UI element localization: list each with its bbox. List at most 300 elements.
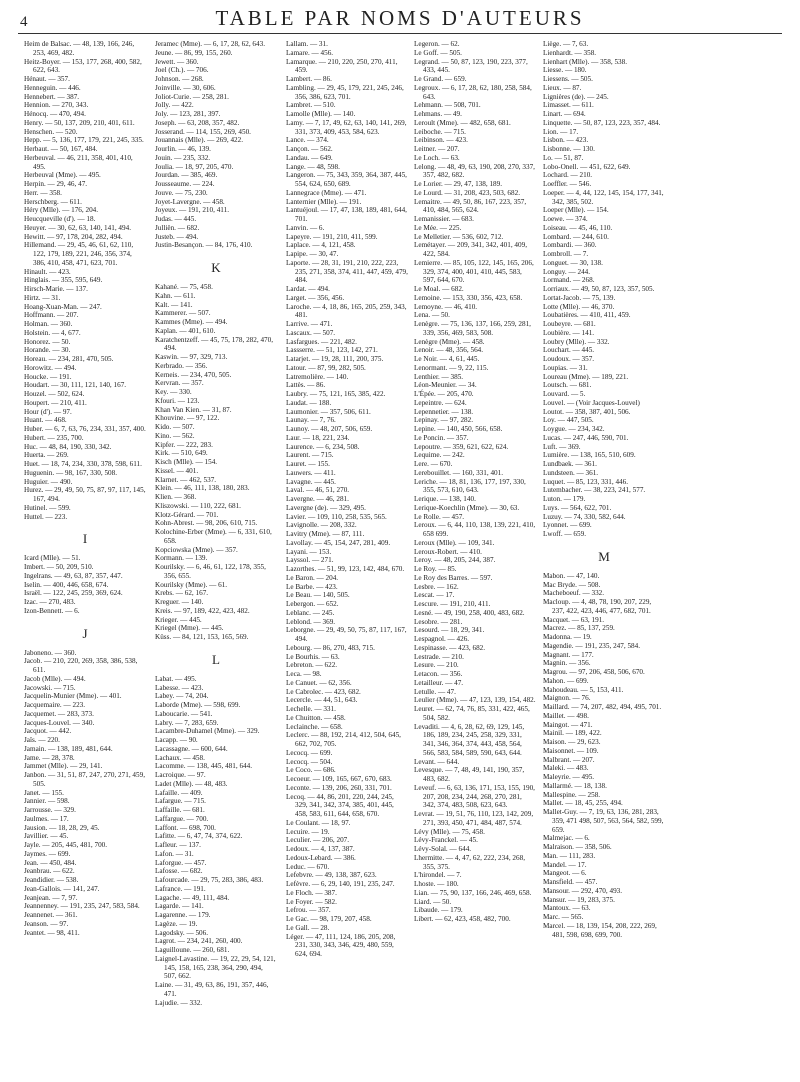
index-entry: Héry (Mlle). — 176, 204.	[24, 206, 99, 215]
index-entry: Hénaut. — 357.	[24, 75, 70, 83]
index-entry: Linart. — 694.	[543, 110, 586, 118]
index-entry: Lemoyne. — 46, 410.	[414, 302, 478, 311]
index-entry: Jeandidier. — 538.	[24, 876, 79, 884]
index-entry: Lesourd. — 18, 29, 341.	[414, 626, 485, 635]
index-entry: Khouvine. — 97, 122.	[155, 414, 220, 423]
index-entry: Leveuf. — 6, 63, 136, 171, 153, 155, 190, 207, 208, 234, 244, 268, 270, 281, 342, 374, 483, 508, 623, 643.	[414, 783, 535, 810]
index-entry: Kahn. — 611.	[155, 291, 196, 300]
index-entry: Leroux. — 6, 44, 110, 138, 139, 221, 410, 658 699.	[414, 521, 536, 538]
index-column-2	[155, 40, 277, 1007]
index-entry: Layani. — 153.	[286, 547, 332, 556]
index-entry: Lançon. — 562.	[286, 145, 333, 153]
index-entry: Labry. — 7, 283, 659.	[155, 718, 219, 727]
index-entry: Kourilsky. — 6, 46, 61, 122, 178, 355, 356, 655.	[155, 563, 266, 580]
index-entry: Kormann. — 139.	[155, 554, 208, 563]
index-entry: Lassserre. — 51, 123, 142, 271.	[286, 346, 378, 355]
index-entry: Lamolle (Mlle). — 140.	[286, 110, 356, 118]
index-entry: Houdart. — 30, 111, 121, 140, 167.	[24, 381, 127, 390]
index-entry: Lévy-Franckel. — 45.	[414, 836, 478, 845]
index-entry: Laudat. — 188.	[286, 398, 332, 407]
index-entry: Kino. — 562.	[155, 431, 195, 440]
index-entry: Lutembacher. — 38, 223, 241, 577.	[543, 486, 646, 495]
index-entry: Leborgne. — 29, 49, 50, 75, 87, 117, 167, 494.	[286, 626, 407, 643]
index-entry: Kliszowski. — 110, 222, 681.	[155, 501, 241, 510]
index-entry: Kohn-Abrest. — 98, 206, 610, 715.	[155, 519, 258, 528]
index-entry: Huant. — 468.	[24, 416, 67, 425]
index-entry: Louvel. — (Voir Jacques-Louvel)	[543, 398, 640, 407]
index-entry: Macquet. — 63, 191.	[543, 615, 605, 624]
index-entry: Le Noir. — 4, 61, 445.	[414, 355, 480, 363]
index-entry: Lamy. — 7, 17, 49, 62, 63, 140, 141, 269, 331, 373, 409, 453, 584, 623.	[286, 118, 407, 136]
index-entry: Le Lorier. — 29, 47, 138, 189.	[414, 180, 503, 188]
index-entry: Le Moal. — 682.	[414, 285, 464, 293]
index-entry: Jeantet. — 98, 411.	[24, 928, 80, 937]
index-entry: Loubatières. — 410, 411, 459.	[543, 311, 631, 320]
index-entry: Leroult (Mme). — 482, 658, 681.	[414, 118, 511, 127]
index-entry: Jannier. — 598.	[24, 797, 70, 806]
index-entry: Key. — 330.	[155, 388, 192, 396]
index-entry: Jamain. — 138, 189, 481, 644.	[24, 744, 113, 753]
index-entry: Mahoudeau. — 5, 153, 411.	[543, 685, 624, 694]
index-entry: Lesobre. — 281.	[414, 617, 463, 626]
index-entry: Ladet (Mlle). — 48, 483.	[155, 779, 228, 788]
index-entry: Jolly. — 422.	[155, 101, 194, 110]
index-entry: Letacon. — 356.	[414, 670, 463, 678]
index-entry: Lecoeur. — 109, 165, 667, 670, 683.	[286, 775, 392, 783]
index-entry: Loubeyre. — 681.	[543, 320, 596, 328]
index-entry: Labat. — 495.	[155, 674, 197, 683]
index-entry: Jeramec (Mme). — 6, 17, 28, 62, 643.	[155, 40, 265, 48]
index-entry: Lafargue. — 715.	[155, 797, 206, 806]
index-entry: Magnin. — 356.	[543, 659, 591, 668]
index-entry: Hurez. — 29, 49, 50, 75, 87, 97, 117, 145, 167, 494.	[24, 486, 146, 503]
index-entry: Liard. — 50.	[414, 897, 452, 906]
index-entry: Lotte (Mlle). — 46, 370.	[543, 302, 615, 311]
index-entry: Madonna. — 19.	[543, 633, 592, 641]
index-entry: Lemaitre. — 49, 50, 86, 167, 223, 357, 410, 484, 565, 624.	[414, 197, 527, 215]
index-entry: Laffaille. — 681.	[155, 806, 205, 814]
index-entry: Lascaux. — 507.	[286, 328, 336, 337]
index-entry: Jammet (Mlle). — 29, 141.	[24, 762, 103, 771]
index-entry: Levant. — 644.	[414, 757, 460, 766]
index-entry: Lapeyre. — 191, 210, 411, 599.	[286, 232, 378, 241]
index-entry: Judas. — 445.	[155, 215, 197, 223]
index-entry: Huerta. — 269.	[24, 451, 69, 460]
index-entry: Lerique. — 138, 140.	[414, 495, 476, 503]
index-entry: Laurence. — 6, 234, 508.	[286, 442, 360, 451]
index-entry: Loiseau. — 45, 46, 110.	[543, 223, 613, 232]
index-entry: Leculier. — 206, 207.	[286, 836, 350, 845]
index-entry: Man. — 111, 283.	[543, 851, 596, 860]
index-entry: Laffargue. — 700.	[155, 814, 209, 823]
index-entry: Le Lourd. — 31, 208, 423, 503, 682.	[414, 188, 521, 197]
index-entry: Le Rolle. — 457.	[414, 512, 465, 521]
index-entry: Levrat. — 19, 51, 76, 110, 123, 142, 209, 271, 393, 450, 471, 484, 487, 574.	[414, 810, 534, 827]
index-entry: Lacroique. — 97.	[155, 771, 206, 779]
index-entry: Le Floch. — 387.	[286, 888, 337, 897]
index-entry: Malmejac. — 6.	[543, 834, 590, 843]
index-entry: Mahon. — 699.	[543, 676, 589, 685]
index-entry: Lepinay. — 97, 282.	[414, 416, 474, 425]
index-entry: Houzel. — 502, 624.	[24, 390, 85, 398]
index-entry: Lebergon. — 652.	[286, 600, 339, 608]
index-entry: Huttel. — 223.	[24, 512, 68, 521]
index-entry: Huber. — 6, 7, 63, 76, 234, 331, 357, 400.	[24, 425, 146, 433]
index-entry: Jouve. — 75, 230.	[155, 188, 208, 197]
index-entry: Mallarmé. — 18, 138.	[543, 781, 607, 790]
index-entry: Labesse. — 423.	[155, 683, 204, 692]
index-entry: Lacambre-Duhamel (Mme). — 329.	[155, 727, 260, 736]
index-entry: Malbrant. — 207.	[543, 755, 595, 764]
index-entry: Lesbre. — 162.	[414, 582, 459, 591]
index-entry: Hinglais. — 355, 595, 649.	[24, 276, 103, 285]
index-entry: Mallet-Guy. — 7, 19, 63, 136, 281, 283, 359, 471 498, 507, 563, 564, 582, 599, 659.	[543, 808, 664, 834]
index-entry: Le Loch. — 63.	[414, 153, 460, 162]
index-entry: Lespagnol. — 426.	[414, 635, 470, 643]
index-entry: Le Baron. — 204.	[286, 573, 339, 582]
index-entry: Kerneis. — 234, 470, 505.	[155, 370, 232, 379]
index-entry: Johnson. — 268.	[155, 75, 204, 83]
index-entry: Janet. — 155.	[24, 788, 64, 797]
index-entry: Kopciowska (Mme). — 357.	[155, 545, 238, 554]
index-entry: Lenormant. — 9, 22, 115.	[414, 363, 489, 372]
index-entry: Lattès. — 86.	[286, 381, 326, 390]
page-number: 4	[20, 14, 28, 30]
index-entry: Lacassagne. — 600, 644.	[155, 744, 228, 753]
index-entry: Marc. — 565.	[543, 913, 584, 921]
index-entry: Lenègre. — 75, 136, 137, 166, 259, 281, 339, 356, 469, 583, 508.	[414, 320, 531, 337]
index-entry: Joel (Ch.). — 706.	[155, 66, 209, 75]
index-entry: Lapipe. — 30, 47.	[286, 250, 339, 258]
index-entry: Lafourcade. — 29, 75, 283, 386, 483.	[155, 876, 264, 884]
index-entry: Libert. — 62, 423, 458, 482, 700.	[414, 915, 511, 923]
index-entry: Lucas. — 247, 446, 590, 701.	[543, 433, 629, 442]
index-entry: Le Gall. — 28.	[286, 923, 330, 932]
index-entry: Leiboche. — 715.	[414, 127, 466, 136]
index-entry: Lestrade. — 210.	[414, 652, 464, 661]
section-letter: J	[82, 625, 88, 641]
index-entry: Luzuy. — 74, 330, 582, 644.	[543, 512, 626, 521]
index-entry: Lecoq. — 44, 86, 201, 220, 244, 245, 329, 341, 342, 374, 385, 401, 445, 458, 583, 611, 644, 658, 670.	[286, 792, 394, 818]
index-entry: Leuret. — 62, 74, 76, 85, 331, 422, 465, 504, 582.	[414, 705, 530, 722]
index-entry: Hutinel. — 599.	[24, 503, 71, 512]
index-entry: Ledoux. — 4, 137, 387.	[286, 845, 355, 853]
index-entry: Le Coulant. — 18, 97.	[286, 818, 351, 827]
index-entry: Laguilloune. — 260, 681.	[155, 946, 230, 954]
index-entry: Justeb. — 494.	[155, 232, 199, 241]
index-entry: Lombard. — 244, 610.	[543, 232, 609, 241]
index-entry: Maingot. — 471.	[543, 720, 593, 729]
index-entry: Lavitry (Mme). — 87, 111.	[286, 530, 365, 538]
index-column-5	[543, 40, 665, 939]
index-entry: Imbert. — 50, 209, 510.	[24, 563, 94, 571]
index-entry: Lasfargues. — 221, 482.	[286, 337, 357, 346]
index-entry: Le Cabrolec. — 423, 682.	[286, 687, 361, 696]
index-entry: Leulier (Mme). — 47, 123, 139, 154, 482.	[414, 696, 536, 705]
index-entry: Hirsch-Marie. — 137.	[24, 285, 88, 293]
index-entry: Lienhart (Mlle). — 358, 538.	[543, 57, 628, 66]
index-entry: Lhoste. — 180.	[414, 880, 459, 888]
index-entry: Lacomme. — 138, 445, 481, 644.	[155, 762, 253, 771]
index-entry: Lavergne (de). — 329, 495.	[286, 503, 366, 512]
index-entry: Lambling. — 29, 45, 179, 221, 245, 246, 356, 386, 623, 701.	[286, 83, 404, 101]
index-entry: Lesure. — 210.	[414, 661, 459, 670]
index-entry: Herbeuval. — 46, 211, 358, 401, 410, 495.	[24, 153, 133, 171]
index-entry: Henneguin. — 446.	[24, 83, 81, 92]
index-entry: Latremolière. — 140.	[286, 372, 349, 381]
index-entry: Lenoir. — 48, 356, 564.	[414, 346, 484, 355]
index-entry: Le Mée. — 225.	[414, 223, 462, 232]
index-entry: Lortat-Jacob. — 75, 139.	[543, 293, 616, 302]
index-entry: Joseph. — 63, 208, 357, 482.	[155, 118, 240, 127]
index-entry: Ingelrans. — 49, 63, 87, 357, 447.	[24, 571, 123, 580]
index-entry: Herschberg. — 611.	[24, 197, 82, 206]
index-entry: Letulle. — 47.	[414, 687, 456, 696]
index-entry: Laforgue. — 457.	[155, 858, 207, 867]
index-entry: Hoffmann. — 207.	[24, 311, 79, 320]
index-entry: Lamarque. — 210, 220, 250, 270, 411, 459.	[286, 57, 398, 75]
index-entry: Jeanson. — 97.	[24, 919, 69, 928]
index-entry: Heucqueville (d'). — 18.	[24, 215, 96, 223]
index-entry: Lachaux. — 458.	[155, 753, 205, 762]
index-entry: Lefrou. — 357.	[286, 906, 331, 915]
index-entry: Levesque. — 7, 48, 49, 141, 190, 357, 483, 682.	[414, 766, 525, 783]
index-entry: Lardat. — 494.	[286, 285, 330, 293]
index-entry: Lienhardt. — 358.	[543, 48, 597, 57]
index-entry: Lambret. — 510.	[286, 101, 336, 110]
index-entry: Leconte. — 139, 206, 260, 331, 701.	[286, 783, 392, 792]
index-entry: Jame. — 28, 378.	[24, 753, 75, 762]
index-entry: Javillier. — 45.	[24, 832, 69, 841]
index-entry: Lemoine. — 153, 330, 356, 423, 658.	[414, 293, 523, 302]
index-entry: Jacob (Mlle). — 494.	[24, 674, 86, 683]
index-entry: Hennebert. — 387.	[24, 92, 80, 101]
index-entry: Kreis. — 97, 189, 422, 423, 482.	[155, 606, 250, 615]
index-entry: Kaswin. — 97, 329, 713.	[155, 353, 228, 361]
index-entry: Lepeintre. — 624.	[414, 398, 467, 407]
index-entry: Lieux. — 87.	[543, 83, 582, 92]
index-entry: Lagèze. — 19.	[155, 919, 198, 928]
index-entry: Malraison. — 358, 506.	[543, 843, 612, 851]
index-entry: Hepp. — 5, 136, 177, 179, 221, 245, 335.	[24, 136, 144, 145]
index-entry: Lescat. — 17.	[414, 591, 455, 600]
index-entry: Mansour. — 292, 470, 493.	[543, 886, 623, 895]
index-entry: Jourdan. — 385, 469.	[155, 171, 218, 180]
index-entry: Lecuire. — 19.	[286, 827, 330, 836]
index-entry: Laine. — 31, 49, 63, 86, 191, 357, 446, 471.	[155, 981, 269, 998]
index-entry: Le Foyer. — 582.	[286, 897, 337, 906]
index-entry: Liessens. — 505.	[543, 75, 593, 83]
index-entry: Mallet. — 18, 45, 255, 494.	[543, 799, 623, 808]
index-entry: Lajudie. — 332.	[155, 998, 203, 1007]
index-entry: Jeune. — 86, 99, 155, 260.	[155, 48, 233, 57]
index-entry: Jacquemet. — 283, 373.	[24, 709, 94, 718]
index-entry: Henschen. — 520.	[24, 127, 78, 136]
index-entry: Hinault. — 423.	[24, 267, 71, 276]
index-entry: Marcel. — 18, 139, 154, 208, 222, 269, 481, 598, 698, 699, 700.	[543, 921, 657, 939]
index-entry: Magendie. — 191, 235, 247, 584.	[543, 641, 641, 650]
index-entry: Loeffler. — 546.	[543, 180, 592, 188]
index-entry: Izac. — 270, 483.	[24, 598, 76, 606]
index-entry: Loutot. — 358, 387, 401, 506.	[543, 407, 631, 416]
index-entry: Macrez. — 85, 137, 259.	[543, 624, 615, 633]
index-entry: Krieger. — 445.	[155, 615, 202, 624]
index-entry: Maignon. — 76.	[543, 694, 591, 703]
index-entry: Klotz-Gérard. — 701.	[155, 510, 219, 519]
index-entry: Le Chuitton. — 458.	[286, 713, 346, 722]
index-entry: Lelong. — 48, 49, 63, 190, 208, 270, 337, 357, 482, 682.	[414, 162, 535, 180]
index-entry: Le Poncin. — 357.	[414, 433, 469, 442]
index-column-1	[24, 40, 146, 937]
index-entry: Kissel. — 401.	[155, 466, 199, 475]
index-entry: Kervran. — 357.	[155, 379, 204, 388]
index-entry: Lambert. — 86.	[286, 75, 332, 83]
index-entry: Kolochine-Erber (Mme). — 6, 331, 610, 658.	[155, 528, 272, 545]
index-entry: Khan Van Kien. — 31, 87.	[155, 405, 232, 414]
index-entry: Lemétayer. — 209, 341, 342, 401, 409, 422, 584.	[414, 241, 527, 258]
index-entry: Lantuéjoul. — 17, 47, 138, 189, 481, 644, 701.	[286, 206, 407, 223]
index-entry: Lisbonne. — 130.	[543, 145, 595, 153]
index-entry: Kaplan. — 401, 610.	[155, 326, 216, 335]
index-entry: Houcke. — 191.	[24, 372, 72, 381]
index-entry: Jouin. — 235, 332.	[155, 153, 211, 162]
index-entry: Jacowski. — 715.	[24, 683, 76, 692]
header-rule	[18, 33, 782, 34]
index-entry: Huguenin. — 98, 167, 330, 508.	[24, 468, 118, 477]
index-entry: Heuyer. — 30, 62, 63, 140, 141, 494.	[24, 223, 132, 232]
index-entry: Lobo-Onell. — 451, 622, 649.	[543, 162, 631, 171]
index-entry: Luquet. — 85, 123, 331, 446.	[543, 477, 629, 486]
index-entry: Loupias. — 31.	[543, 363, 588, 372]
index-entry: Lepennetier. — 138.	[414, 407, 474, 416]
index-entry: Legrand. — 50, 87, 123, 190, 223, 377, 433, 445.	[414, 57, 528, 75]
section-letter: M	[598, 548, 610, 564]
index-entry: Mabon. — 47, 140.	[543, 571, 600, 580]
index-entry: Maleki. — 483.	[543, 764, 589, 773]
index-entry: Lallam. — 31.	[286, 40, 328, 48]
index-entry: Joliot-Curie. — 258, 281.	[155, 92, 229, 101]
index-entry: Lagodsky. — 506.	[155, 928, 209, 937]
index-entry: Jousseaume. — 224.	[155, 180, 215, 188]
index-entry: Luys. — 564, 622, 701.	[543, 503, 612, 512]
index-entry: Lazorthes. — 51, 99, 123, 142, 484, 670.	[286, 565, 405, 573]
index-entry: Houpert. — 210, 411.	[24, 398, 87, 407]
index-entry: Layssol. — 271.	[286, 556, 334, 565]
index-entry: Lorriaux. — 49, 50, 87, 123, 357, 505.	[543, 285, 655, 293]
index-entry: Herr. — 358.	[24, 188, 62, 197]
index-entry: Loeper (Mlle). — 154.	[543, 206, 609, 215]
index-entry: Karatchentzeff. — 45, 75, 178, 282, 470, 494.	[155, 335, 274, 353]
index-column-3	[286, 40, 408, 959]
index-entry: Labey. — 74, 204.	[155, 692, 209, 701]
index-entry: Lisbon. — 423.	[543, 136, 589, 145]
index-entry: Jean. — 450, 484.	[24, 858, 77, 867]
index-entry: Hénocq. — 470, 494.	[24, 110, 86, 118]
index-entry: Leclainche. — 658.	[286, 722, 343, 731]
index-entry: Mainil. — 189, 422.	[543, 729, 602, 738]
index-entry: Lumière. — 138, 165, 510, 609.	[543, 451, 636, 460]
index-entry: Kirk. — 510, 649.	[155, 449, 208, 458]
index-entry: Maleyrie. — 495.	[543, 773, 595, 781]
index-entry: Jeannenney. — 191, 235, 247, 583, 584.	[24, 902, 140, 911]
index-entry: Lavagne. — 445.	[286, 477, 336, 486]
section-letter: L	[212, 651, 220, 667]
index-entry: Maillet. — 498.	[543, 711, 589, 720]
index-entry: Mansur. — 19, 283, 375.	[543, 895, 615, 904]
index-entry: Langeron. — 75, 343, 359, 364, 387, 445, 554, 624, 650, 689.	[286, 171, 407, 188]
index-entry: Lance. — 374.	[286, 136, 329, 145]
index-entry: Lequime. — 242.	[414, 451, 465, 460]
index-entry: Jeannenet. — 361.	[24, 911, 78, 919]
index-entry: Holman. — 360.	[24, 320, 73, 328]
index-entry: Maisonnet. — 109.	[543, 746, 599, 755]
index-entry: Lundbaek. — 361.	[543, 460, 597, 468]
index-entry: Joyet-Lavergne. — 458.	[155, 197, 225, 206]
index-entry: Lauwers. — 411.	[286, 468, 336, 477]
index-entry: Louchart. — 445.	[543, 346, 595, 355]
index-entry: Jeanjean. — 7, 97.	[24, 893, 78, 902]
index-entry: Lagrot. — 234, 241, 260, 400.	[155, 937, 243, 946]
index-entry: Leblanc. — 245.	[286, 608, 335, 617]
index-entry: Jarrousse. — 329.	[24, 806, 76, 814]
index-entry: Loutsch. — 681.	[543, 381, 592, 390]
index-entry: Léger. — 47, 111, 124, 186, 205, 208, 231, 330, 343, 346, 429, 480, 559, 624, 694.	[286, 932, 396, 958]
index-entry: Luft. — 369.	[543, 442, 581, 451]
index-entry: Kido. — 507.	[155, 423, 195, 431]
index-entry: Lavignolle. — 208, 332.	[286, 521, 357, 530]
index-entry: Leriche. — 18, 81, 136, 177, 197, 330, 355, 573, 610, 643.	[414, 477, 526, 495]
index-entry: Iselin. — 400, 446, 658, 674.	[24, 580, 109, 589]
index-entry: Hillemand. — 29, 45, 46, 61, 62, 110, 122, 179, 189, 221, 246, 356, 374, 386, 410, 458, 471, 623, 701.	[24, 241, 134, 267]
index-entry: Ledoux-Lebard. — 386.	[286, 853, 356, 862]
index-entry: Holstein. — 4, 677.	[24, 328, 81, 337]
index-entry: Lanvin. — 6.	[286, 223, 325, 232]
index-entry: Legroux. — 6, 17, 28, 62, 180, 258, 584, 643.	[414, 83, 532, 101]
index-entry: Legeron. — 62.	[414, 40, 460, 48]
index-entry: Loubière. — 141.	[543, 328, 595, 337]
index-entry: Le Barbe. — 423.	[286, 582, 338, 591]
index-entry: Joulia. — 18, 97, 205, 470.	[155, 162, 234, 171]
index-entry: Lecercle. — 44, 51, 643.	[286, 696, 358, 705]
index-entry: Larrive. — 471.	[286, 320, 333, 328]
index-entry: Lanternier (Mlle). — 191.	[286, 197, 362, 206]
index-entry: Linquette. — 50, 87, 123, 223, 357, 484.	[543, 118, 661, 127]
index-entry: Lenthier. — 385.	[414, 372, 464, 381]
index-entry: Lespinasse. — 423, 682.	[414, 643, 486, 652]
index-entry: Heim de Balsac. — 48, 139, 166, 246, 253, 469, 482.	[24, 40, 135, 57]
index-entry: Lehmans. — 49.	[414, 110, 462, 118]
index-entry: Klarnet. — 462, 537.	[155, 475, 217, 484]
index-entry: Jaulmes. — 17.	[24, 814, 69, 823]
index-entry: Kahané. — 75, 458.	[155, 283, 213, 291]
index-entry: Levaditi. — 4, 6, 28, 62, 69, 129, 145, 186, 189, 234, 245, 258, 329, 331, 341, 346, 364, 374, 443, 458, 564, 566, 583, 584, 589, 590, 643, 644.	[414, 722, 525, 757]
index-entry: Leroy. — 48, 205, 244, 387.	[414, 556, 496, 565]
index-entry: Lechelle. — 331.	[286, 705, 336, 713]
index-entry: Israël. — 122, 245, 259, 369, 624.	[24, 589, 123, 598]
index-entry: Herpin. — 29, 46, 47.	[24, 180, 88, 188]
index-entry: Lange. — 48, 598.	[286, 162, 340, 171]
index-entry: Klien. — 368.	[155, 493, 197, 501]
index-entry: L'hirondel. — 7.	[414, 871, 462, 880]
index-entry: Horande. — 30.	[24, 346, 71, 355]
index-entry: Laval. — 46, 51, 270.	[286, 486, 350, 495]
index-entry: Loygue. — 234, 342.	[543, 425, 605, 433]
index-entry: Huc. — 48, 84, 190, 330, 342.	[24, 442, 112, 451]
index-entry: Leduc. — 670.	[286, 862, 330, 871]
index-entry: Maison. — 29, 623.	[543, 738, 601, 746]
index-entry: Launoy. — 48, 207, 506, 659.	[286, 425, 373, 433]
index-entry: Jacquot. — 442.	[24, 727, 72, 736]
